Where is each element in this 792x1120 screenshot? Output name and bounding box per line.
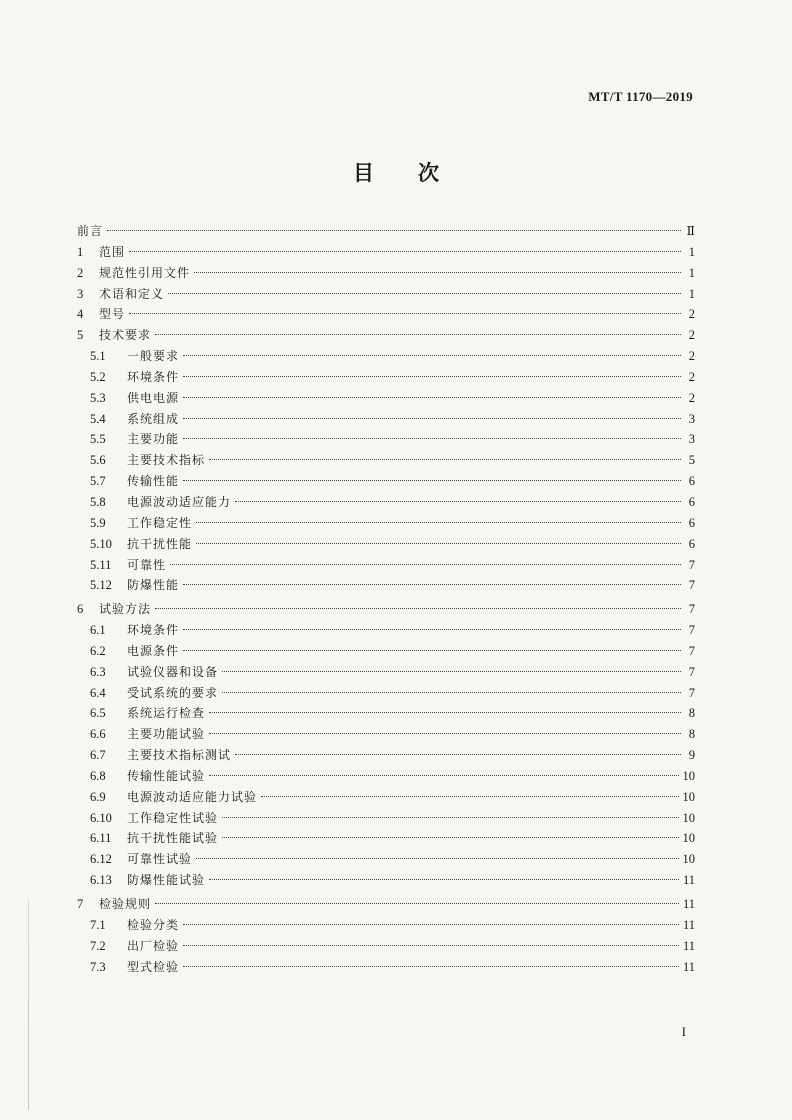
- toc-entry[interactable]: [77, 724, 695, 745]
- toc-entry[interactable]: [77, 325, 695, 346]
- toc-entry-label: 主要功能试验: [127, 727, 206, 742]
- toc-entry-number: 7.1: [90, 917, 106, 932]
- dot-leader: [170, 564, 681, 565]
- toc-entry-page: 3: [688, 432, 695, 447]
- dot-leader: [129, 251, 681, 252]
- toc-entry-page: 1: [688, 265, 695, 280]
- toc-entry-number: 6.5: [90, 706, 106, 721]
- toc-entry-label: 工作稳定性: [127, 515, 193, 530]
- toc-entry-page: 6: [688, 494, 695, 509]
- toc-entry[interactable]: [77, 957, 695, 978]
- toc-entry-label: 范围: [99, 244, 126, 259]
- toc-entry[interactable]: [77, 662, 695, 683]
- toc-entry-label: 受试系统的要求: [127, 685, 219, 700]
- toc-entry-page: 7: [688, 557, 695, 572]
- toc-entry-label: 环境条件: [127, 623, 180, 638]
- toc-entry[interactable]: [77, 787, 695, 808]
- toc-entry[interactable]: [77, 492, 695, 513]
- toc-entry-label: 传输性能试验: [127, 768, 206, 783]
- binding-margin-line: [28, 900, 29, 1110]
- toc-entry-label: 型式检验: [127, 959, 180, 974]
- dot-leader: [222, 817, 678, 818]
- dot-leader: [222, 671, 681, 672]
- toc-entry-number: 5.6: [90, 453, 106, 468]
- page-title: 目次: [353, 161, 483, 185]
- dot-leader: [196, 543, 681, 544]
- dot-leader: [155, 903, 679, 904]
- toc-entry-number: 7: [77, 897, 84, 911]
- toc-entry-number: 5.12: [90, 578, 112, 593]
- toc-entry-number: 5.5: [90, 432, 106, 447]
- toc-entry[interactable]: [77, 534, 695, 555]
- dot-leader: [196, 858, 678, 859]
- toc-entry-page: 11: [682, 917, 695, 932]
- toc-entry-number: 6.2: [90, 643, 106, 658]
- toc-entry-label: 防爆性能试验: [127, 873, 206, 888]
- toc-entry[interactable]: [77, 745, 695, 766]
- toc-entry-page: 6: [688, 474, 695, 489]
- toc-entry-page: 7: [688, 578, 695, 593]
- toc-entry[interactable]: [77, 894, 695, 915]
- toc-entry[interactable]: [77, 575, 695, 596]
- dot-leader: [183, 924, 679, 925]
- toc-entry[interactable]: [77, 346, 695, 367]
- toc-entry-label: 主要技术指标测试: [127, 748, 232, 763]
- toc-entry-number: 3: [77, 286, 84, 301]
- dot-leader: [168, 293, 681, 294]
- toc-entry-label: 工作稳定性试验: [127, 810, 219, 825]
- toc-entry[interactable]: [77, 367, 695, 388]
- dot-leader: [183, 397, 681, 398]
- toc-entry-number: 5.1: [90, 349, 106, 364]
- toc-entry[interactable]: [77, 284, 695, 305]
- toc-entry-label: 出厂检验: [127, 938, 180, 953]
- toc-entry-page: 8: [688, 727, 695, 742]
- toc-entry-number: 6.12: [90, 852, 112, 867]
- toc-entry[interactable]: [77, 703, 695, 724]
- toc-entry-page: 6: [688, 536, 695, 551]
- toc-entry-number: 6.3: [90, 664, 106, 679]
- toc-entry-label: 前言: [77, 224, 104, 238]
- toc-entry-label: 规范性引用文件: [99, 265, 191, 280]
- dot-leader: [209, 775, 678, 776]
- toc-entry-label: 传输性能: [127, 474, 180, 489]
- toc-entry-number: 2: [77, 265, 84, 280]
- toc-entry[interactable]: [77, 766, 695, 787]
- dot-leader: [183, 376, 681, 377]
- toc-entry-page: 11: [682, 873, 695, 888]
- dot-leader: [183, 629, 681, 630]
- toc-entry[interactable]: [77, 304, 695, 325]
- toc-entry-number: 6.6: [90, 727, 106, 742]
- toc-entry-page: 3: [688, 411, 695, 426]
- toc-entry[interactable]: [77, 263, 695, 284]
- toc-entry-number: 5.2: [90, 369, 106, 384]
- dot-leader: [155, 334, 681, 335]
- toc-entry-label: 试验仪器和设备: [127, 664, 219, 679]
- toc-entry-label: 试验方法: [99, 602, 152, 617]
- dot-leader: [196, 522, 681, 523]
- toc-entry-number: 5.11: [90, 557, 112, 572]
- toc-entry[interactable]: [77, 513, 695, 534]
- toc-entry-page: 8: [688, 706, 695, 721]
- toc-entry[interactable]: [77, 221, 695, 242]
- toc-entry-page: 6: [688, 515, 695, 530]
- dot-leader: [155, 608, 681, 609]
- toc-entry[interactable]: [77, 641, 695, 662]
- toc-entry[interactable]: [77, 471, 695, 492]
- toc-entry-number: 5: [77, 328, 84, 343]
- toc-entry-page: 2: [688, 307, 695, 322]
- toc-entry-page: 2: [688, 369, 695, 384]
- toc-entry[interactable]: [77, 242, 695, 263]
- toc-entry[interactable]: [77, 555, 695, 576]
- table-of-contents: [77, 221, 695, 977]
- toc-entry-page: 1: [688, 286, 695, 301]
- toc-entry-page: 7: [688, 643, 695, 658]
- toc-entry-number: 5.8: [90, 494, 106, 509]
- dot-leader: [183, 418, 681, 419]
- toc-entry-number: 6.13: [90, 873, 112, 888]
- toc-entry[interactable]: [77, 388, 695, 409]
- toc-entry-page: 10: [682, 789, 695, 804]
- toc-entry[interactable]: [77, 808, 695, 829]
- toc-entry-number: 6.4: [90, 685, 106, 700]
- toc-entry-page: 11: [682, 897, 695, 911]
- toc-entry[interactable]: [77, 450, 695, 471]
- toc-entry-label: 技术要求: [99, 328, 152, 343]
- toc-entry-page: 10: [682, 768, 695, 783]
- toc-entry-page: 10: [682, 831, 695, 846]
- toc-entry-number: 5.9: [90, 515, 106, 530]
- toc-entry-page: 7: [688, 664, 695, 679]
- toc-entry-label: 系统运行检查: [127, 706, 206, 721]
- toc-entry-page: Ⅱ: [686, 224, 695, 238]
- dot-leader: [183, 945, 679, 946]
- toc-entry-page: 2: [688, 328, 695, 343]
- toc-entry[interactable]: [77, 915, 695, 936]
- toc-entry-page: 7: [688, 623, 695, 638]
- toc-entry-page: 10: [682, 852, 695, 867]
- toc-entry[interactable]: [77, 429, 695, 450]
- toc-entry-label: 型号: [99, 307, 126, 322]
- toc-entry-number: 6.7: [90, 748, 106, 763]
- toc-entry-number: 7.2: [90, 938, 106, 953]
- toc-entry[interactable]: [77, 936, 695, 957]
- toc-entry-number: 6.10: [90, 810, 112, 825]
- toc-entry-page: 2: [688, 390, 695, 405]
- toc-entry-number: 6.11: [90, 831, 112, 846]
- toc-entry-label: 检验分类: [127, 917, 180, 932]
- toc-entry-page: 1: [688, 244, 695, 259]
- toc-entry-label: 术语和定义: [99, 286, 165, 301]
- toc-entry[interactable]: [77, 409, 695, 430]
- toc-entry-label: 检验规则: [99, 897, 152, 911]
- dot-leader: [209, 459, 681, 460]
- dot-leader: [235, 754, 681, 755]
- dot-leader: [183, 355, 681, 356]
- toc-entry-label: 环境条件: [127, 369, 180, 384]
- dot-leader: [209, 712, 681, 713]
- toc-entry-number: 1: [77, 244, 84, 259]
- toc-entry-label: 电源波动适应能力试验: [127, 789, 258, 804]
- toc-entry[interactable]: [77, 620, 695, 641]
- dot-leader: [107, 230, 681, 231]
- toc-entry-page: 11: [682, 938, 695, 953]
- dot-leader: [222, 692, 681, 693]
- dot-leader: [222, 837, 678, 838]
- toc-entry[interactable]: [77, 870, 695, 891]
- toc-entry-label: 一般要求: [127, 349, 180, 364]
- toc-entry-page: 2: [688, 349, 695, 364]
- toc-entry-page: 7: [688, 685, 695, 700]
- toc-entry-number: 6.1: [90, 623, 106, 638]
- toc-entry-page: 11: [682, 959, 695, 974]
- dot-leader: [209, 733, 681, 734]
- toc-entry-page: 10: [682, 810, 695, 825]
- toc-entry-number: 5.7: [90, 474, 106, 489]
- toc-entry-number: 5.3: [90, 390, 106, 405]
- toc-entry[interactable]: [77, 683, 695, 704]
- toc-entry-number: 5.4: [90, 411, 106, 426]
- toc-entry-label: 主要技术指标: [127, 453, 206, 468]
- toc-entry-label: 主要功能: [127, 432, 180, 447]
- toc-entry-label: 抗干扰性能试验: [127, 831, 219, 846]
- dot-leader: [129, 313, 681, 314]
- dot-leader: [261, 796, 678, 797]
- toc-entry[interactable]: [77, 599, 695, 620]
- toc-entry-page: 9: [688, 748, 695, 763]
- standard-code: MT/T 1170—2019: [588, 89, 693, 104]
- dot-leader: [183, 480, 681, 481]
- toc-entry-label: 电源条件: [127, 643, 180, 658]
- dot-leader: [209, 879, 679, 880]
- dot-leader: [235, 501, 681, 502]
- dot-leader: [183, 650, 681, 651]
- toc-entry-number: 5.10: [90, 536, 112, 551]
- dot-leader: [183, 438, 681, 439]
- footer-page-number: I: [681, 1024, 686, 1039]
- toc-entry-label: 可靠性: [127, 557, 167, 572]
- toc-entry-number: 6.8: [90, 768, 106, 783]
- toc-entry[interactable]: [77, 828, 695, 849]
- dot-leader: [194, 272, 681, 273]
- toc-entry-label: 防爆性能: [127, 578, 180, 593]
- dot-leader: [183, 584, 681, 585]
- dot-leader: [183, 966, 679, 967]
- toc-entry-label: 抗干扰性能: [127, 536, 193, 551]
- toc-entry-number: 4: [77, 307, 84, 322]
- toc-entry-label: 供电电源: [127, 390, 180, 405]
- toc-entry-label: 电源波动适应能力: [127, 494, 232, 509]
- toc-entry-page: 7: [688, 602, 695, 617]
- toc-entry-number: 6: [77, 602, 84, 617]
- toc-entry-number: 7.3: [90, 959, 106, 974]
- toc-entry-number: 6.9: [90, 789, 106, 804]
- toc-entry-label: 系统组成: [127, 411, 180, 426]
- toc-entry[interactable]: [77, 849, 695, 870]
- toc-entry-page: 5: [688, 453, 695, 468]
- toc-entry-label: 可靠性试验: [127, 852, 193, 867]
